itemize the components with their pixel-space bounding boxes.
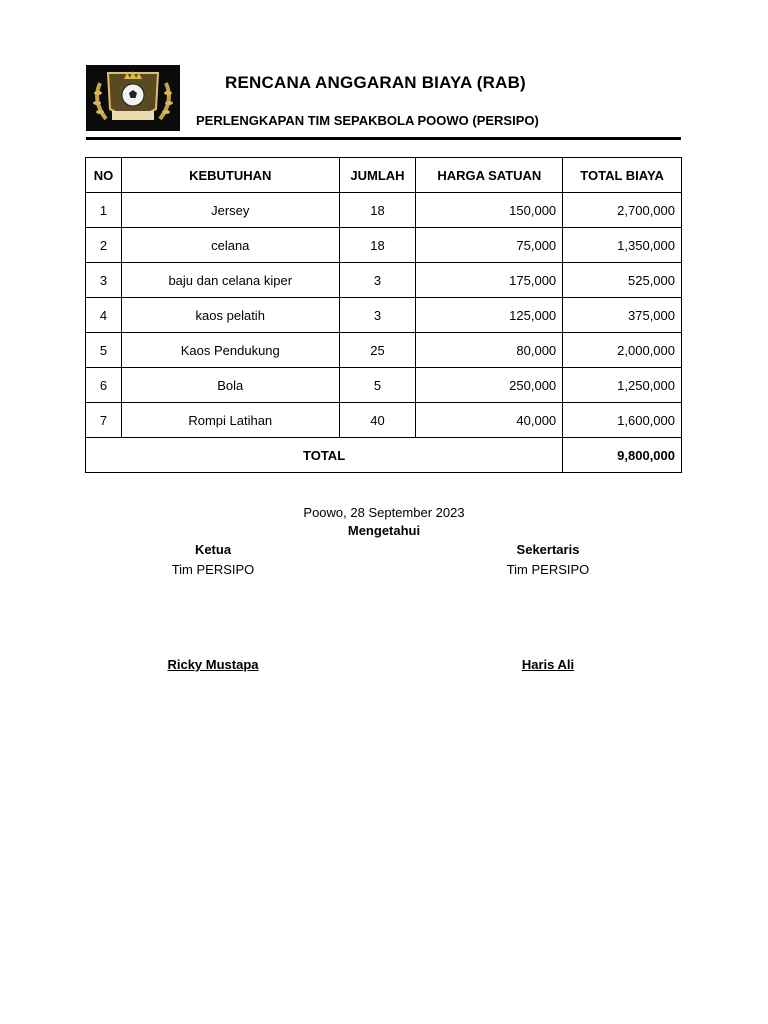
- cell-total-biaya: 375,000: [563, 298, 682, 333]
- ketua-name-block: [130, 657, 296, 672]
- table-row: [86, 228, 682, 263]
- column-header-harga-satuan: HARGA SATUAN: [416, 158, 563, 193]
- cell-harga-satuan: 150,000: [416, 193, 563, 228]
- column-header-jumlah: JUMLAH: [339, 158, 416, 193]
- document-subtitle: PERLENGKAPAN TIM SEPAKBOLA POOWO (PERSIPO): [196, 113, 539, 128]
- total-label: TOTAL: [86, 438, 563, 473]
- cell-harga-satuan: 125,000: [416, 298, 563, 333]
- sekertaris-name: Haris Ali: [521, 657, 575, 672]
- total-row: [86, 438, 682, 473]
- sekertaris-role: Sekertaris: [516, 542, 580, 557]
- cell-no: 5: [86, 333, 122, 368]
- cell-harga-satuan: 75,000: [416, 228, 563, 263]
- cell-jumlah: 5: [339, 368, 416, 403]
- cell-no: 2: [86, 228, 122, 263]
- ketua-name: Ricky Mustapa: [167, 657, 259, 672]
- column-header-kebutuhan: KEBUTUHAN: [121, 158, 339, 193]
- cell-harga-satuan: 250,000: [416, 368, 563, 403]
- table-row: [86, 368, 682, 403]
- cell-jumlah: 25: [339, 333, 416, 368]
- cell-jumlah: 40: [339, 403, 416, 438]
- cell-total-biaya: 1,250,000: [563, 368, 682, 403]
- table-row: [86, 403, 682, 438]
- cell-no: 7: [86, 403, 122, 438]
- cell-total-biaya: 1,350,000: [563, 228, 682, 263]
- total-value: 9,800,000: [563, 438, 682, 473]
- cell-no: 1: [86, 193, 122, 228]
- cell-kebutuhan: kaos pelatih: [121, 298, 339, 333]
- cell-jumlah: 18: [339, 193, 416, 228]
- cell-total-biaya: 1,600,000: [563, 403, 682, 438]
- cell-jumlah: 3: [339, 263, 416, 298]
- table-row: [86, 333, 682, 368]
- budget-table: [85, 157, 682, 473]
- cell-jumlah: 3: [339, 298, 416, 333]
- cell-kebutuhan: celana: [121, 228, 339, 263]
- cell-kebutuhan: Rompi Latihan: [121, 403, 339, 438]
- sekertaris-team: Tim PERSIPO: [506, 562, 590, 577]
- column-header-no: NO: [86, 158, 122, 193]
- cell-no: 4: [86, 298, 122, 333]
- persipo-logo: [86, 65, 180, 131]
- cell-no: 3: [86, 263, 122, 298]
- document-title: RENCANA ANGGARAN BIAYA (RAB): [225, 73, 526, 92]
- cell-total-biaya: 2,700,000: [563, 193, 682, 228]
- cell-no: 6: [86, 368, 122, 403]
- ketua-team: Tim PERSIPO: [171, 562, 255, 577]
- cell-kebutuhan: Kaos Pendukung: [121, 333, 339, 368]
- place-date: Poowo, 28 September 2023: [303, 505, 465, 520]
- sekertaris-name-block: [465, 657, 631, 672]
- table-row: [86, 263, 682, 298]
- cell-kebutuhan: baju dan celana kiper: [121, 263, 339, 298]
- table-row: [86, 298, 682, 333]
- cell-total-biaya: 2,000,000: [563, 333, 682, 368]
- cell-kebutuhan: Bola: [121, 368, 339, 403]
- cell-jumlah: 18: [339, 228, 416, 263]
- table-header-row: [86, 158, 682, 193]
- table-row: [86, 193, 682, 228]
- acknowledged-label: Mengetahui: [347, 523, 421, 538]
- ketua-role: Ketua: [194, 542, 232, 557]
- cell-harga-satuan: 175,000: [416, 263, 563, 298]
- cell-harga-satuan: 40,000: [416, 403, 563, 438]
- column-header-total-biaya: TOTAL BIAYA: [563, 158, 682, 193]
- cell-total-biaya: 525,000: [563, 263, 682, 298]
- header-divider: [86, 137, 681, 140]
- cell-kebutuhan: Jersey: [121, 193, 339, 228]
- cell-harga-satuan: 80,000: [416, 333, 563, 368]
